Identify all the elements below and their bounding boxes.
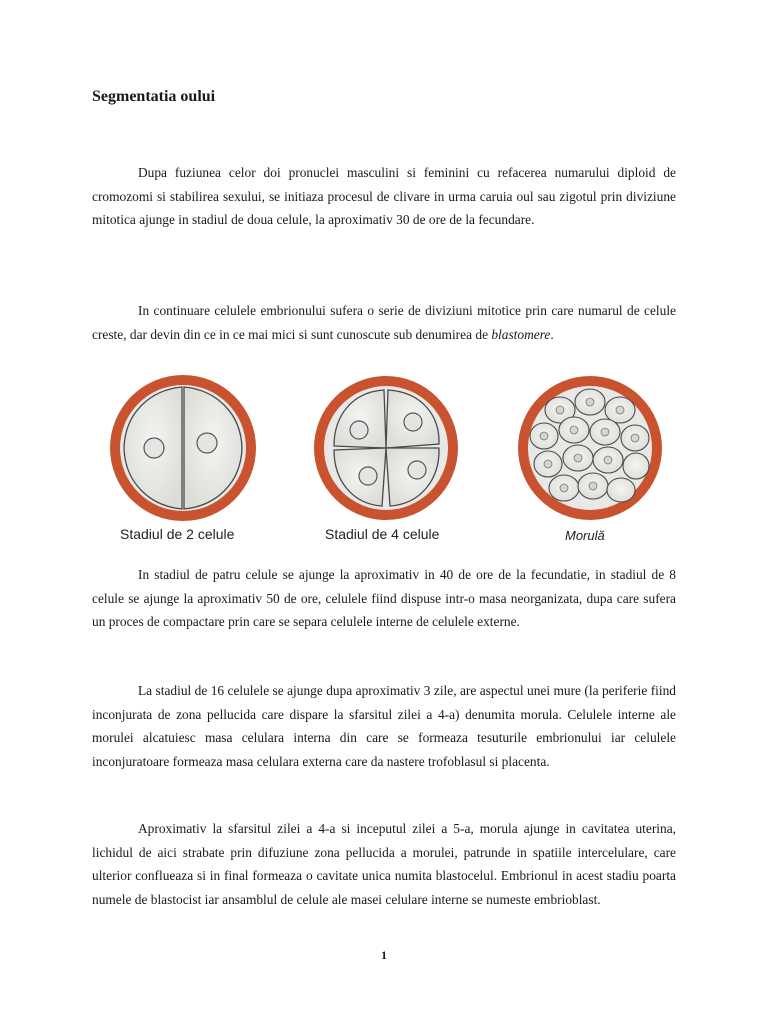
label-two-cell-stage: Stadiul de 2 celule: [120, 526, 235, 542]
page-number: 1: [381, 948, 387, 962]
paragraph-2-text: In continuare celulele embrionului sufera o serie de diviziuni mitotice prin care numarul de celule creste, dar devin din ce in ce mai mici si sunt cunoscute sub denumirea de: [92, 303, 676, 342]
paragraph-5: Aproximativ la sfarsitul zilei a 4-a si inceputul zilei a 5-a, morula ajunge in cavitatea uterina, lichidul de aici strabate prin difuziune zona pellucida a morulei, patrunde in spatiile intercelulare, care ulterior conflueaza si in final formeaza o cavitate unica numita blastocelul. Embrionul in acest stadiu poarta numele de blastocist iar ansamblul de celule ale masei celulare interne se numeste embrioblast.: [92, 821, 676, 907]
paragraph-2: [92, 299, 676, 346]
four-cell-stage: [314, 376, 458, 520]
paragraph-4: La stadiul de 16 celulele se ajunge dupa aproximativ 3 zile, are aspectul unei mure (la periferie fiind inconjurata de zona pellucida care dispare la sfarsitul zilei a 4-a) denumita morula. Celulele interne ale morulei alcatuiesc masa celulara interna din care se formeaza tesuturile embrionului iar celulele inconjuratoare formeaza masa celulara externa care da nastere trofoblasul si placenta.: [92, 683, 676, 769]
label-morula: Morulă: [565, 528, 605, 543]
paragraph-3: In stadiul de patru celule se ajunge la aproximativ in 40 de ore de la fecundatie, in stadiul de 8 celule se ajunge la aproximativ 50 de ore, celulele fiind dispuse intr-o masa neorganizata, dupa care sufera un proces de compactare prin care se separa celulele interne de celulele externe.: [92, 567, 676, 629]
blastomere-term: blastomere: [491, 326, 551, 342]
page-title: Segmentatia oului: [92, 88, 216, 105]
segmentation-figure: [90, 368, 680, 548]
morula-stage: [518, 376, 662, 520]
label-four-cell-stage: Stadiul de 4 celule: [325, 526, 440, 542]
cleavage-stages-illustration: [90, 368, 680, 528]
two-cell-stage: [110, 375, 256, 521]
paragraph-2-end: .: [550, 326, 554, 342]
paragraph-1: Dupa fuziunea celor doi pronuclei masculini si feminini cu refacerea numarului diploid de cromozomi si stabilirea sexului, se initiaza procesul de clivare in urma caruia oul sau zigotul prin diviziune mitotica ajunge in stadiul de doua celule, la aproximativ 30 de ore de la fecundare.: [92, 165, 676, 227]
